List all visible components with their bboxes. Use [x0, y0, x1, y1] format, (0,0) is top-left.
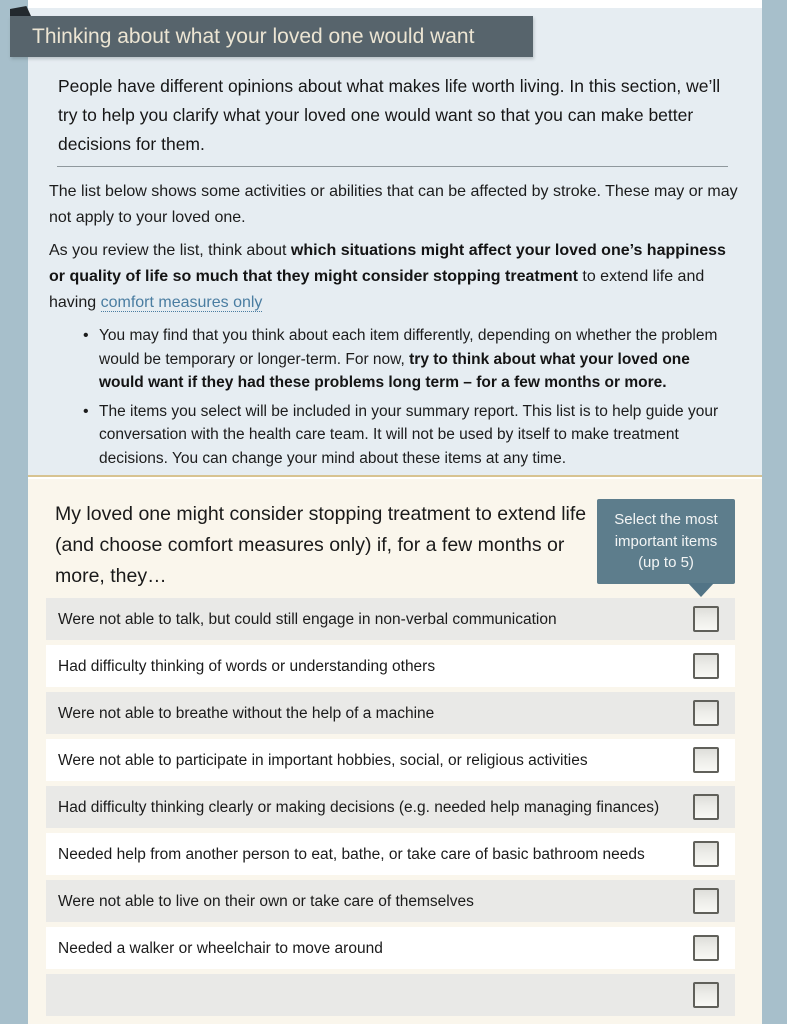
checklist-section	[28, 479, 762, 1024]
table-row	[46, 880, 735, 922]
table-row	[46, 974, 735, 1016]
guidance-bullet-list	[28, 324, 762, 470]
item-checkbox[interactable]	[693, 747, 719, 773]
divider	[57, 166, 728, 167]
checklist-header	[46, 499, 735, 593]
row-label: Were not able to participate in important hobbies, social, or religious activities	[58, 751, 588, 769]
tooltip-line: (up to 5)	[638, 554, 694, 571]
item-checkbox[interactable]	[693, 982, 719, 1008]
bullet-text: The items you select will be included in your summary report. This list is to help guide your conversation with the health care team. It will not be used by itself to make treatment decisions. You can change your mind about these items at any time.	[99, 402, 719, 467]
page-title: Thinking about what your loved one would want	[10, 16, 533, 57]
item-checkbox[interactable]	[693, 653, 719, 679]
tooltip-arrow-icon	[688, 583, 714, 597]
table-row	[46, 645, 735, 687]
table-row	[46, 739, 735, 781]
checklist-heading: My loved one might consider stopping treatment to extend life (and choose comfort measures only) if, for a few months or more, they…	[55, 503, 587, 587]
bullet-bold-text: try to think about what your loved one would want if they had these problems long term – for a few months or more.	[99, 350, 690, 391]
comfort-measures-link[interactable]: comfort measures only	[100, 294, 263, 311]
row-label: Were not able to breathe without the help of a machine	[58, 704, 435, 722]
bullet-item-1	[83, 324, 738, 395]
table-row	[46, 598, 735, 640]
guidance-paragraph-2	[49, 238, 738, 316]
item-checkbox[interactable]	[693, 841, 719, 867]
selection-limit-tooltip	[597, 499, 735, 584]
guidance-paragraph-1: The list below shows some activities or abilities that can be affected by stroke. These may or may not apply to your loved one.	[49, 183, 738, 226]
table-row	[46, 786, 735, 828]
checklist-rows	[46, 598, 735, 1016]
item-checkbox[interactable]	[693, 700, 719, 726]
intro-paragraph: People have different opinions about what makes life worth living. In this section, we’ll try to help you clarify what your loved one would want so that you can make better decisions for them.	[58, 76, 721, 154]
bullet-text: You may find that you think about each item differently, depending on whether the problem would be temporary or longer-term. For now,	[99, 327, 718, 368]
content-card	[28, 0, 762, 1024]
guidance-bold-text: which situations might affect your loved one’s happiness or quality of life so much that they might consider stopping treatment	[49, 242, 726, 285]
table-row	[46, 692, 735, 734]
row-label: Had difficulty thinking clearly or making decisions (e.g. needed help managing finances)	[58, 798, 660, 816]
guidance-text: As you review the list, think about	[49, 242, 291, 259]
guidance-text: to extend life and having	[49, 268, 705, 311]
row-label: Needed help from another person to eat, bathe, or take care of basic bathroom needs	[58, 845, 645, 863]
table-row	[46, 927, 735, 969]
row-label: Needed a walker or wheelchair to move around	[58, 939, 383, 957]
intro-section	[28, 8, 762, 477]
row-label: Were not able to talk, but could still engage in non-verbal communication	[58, 610, 557, 628]
item-checkbox[interactable]	[693, 794, 719, 820]
row-label: Were not able to live on their own or take care of themselves	[58, 892, 474, 910]
table-row	[46, 833, 735, 875]
tooltip-line: important items	[614, 532, 718, 550]
item-checkbox[interactable]	[693, 888, 719, 914]
row-label: Had difficulty thinking of words or understanding others	[58, 657, 436, 675]
bullet-item-2	[83, 400, 738, 471]
item-checkbox[interactable]	[693, 935, 719, 961]
tooltip-line: Select the most	[614, 511, 718, 528]
item-checkbox[interactable]	[693, 606, 719, 632]
